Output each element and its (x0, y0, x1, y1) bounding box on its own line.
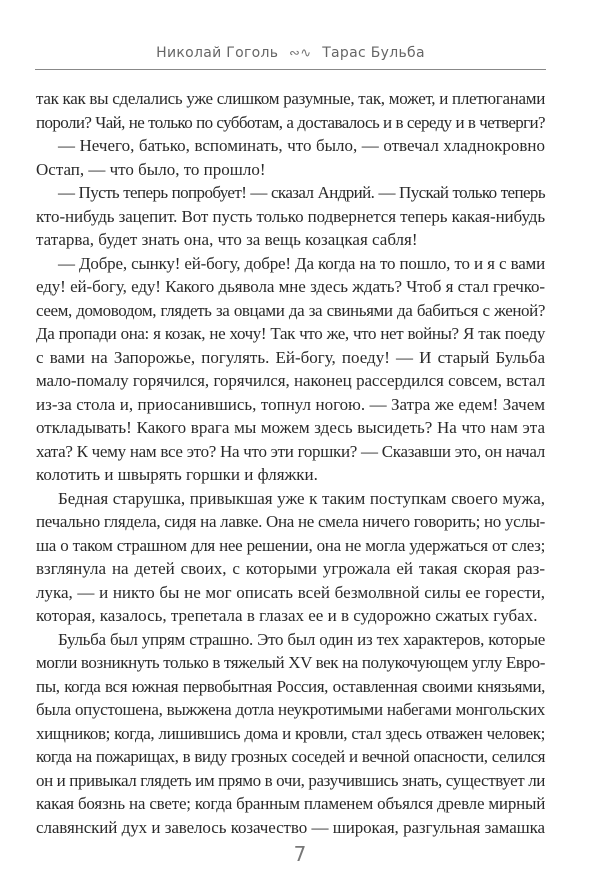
text-line: колотить и швырять горшки и фляжки. (36, 465, 318, 484)
text-line: с вами на Запорожье, погулять. Ей-богу, поеду! — И старый Бульба (36, 347, 545, 367)
text-line: была опустошена, выжжена дотла неукротимыми набегами монгольских (36, 700, 545, 719)
text-line: печально глядела, сидя на лавке. Она не смела ничего говорить; но услы- (36, 512, 546, 531)
text-line: мало-помалу горячился, горячился, наконец рассердился совсем, встал (36, 371, 545, 390)
text-line: взглянула на детей своих, с которыми угрожала ей такая скорая раз- (36, 559, 545, 578)
text-line: хата? К чему нам все это? На что эти горшки? — Сказавши это, он начал (36, 441, 545, 461)
page-body-text (36, 87, 545, 839)
text-line: лука, — и никто бы не мог описать всей безмолвной силы ее горести, (36, 582, 545, 602)
text-line: сеем, домоводом, глядеть за овцами да за свиньями да бабиться с женой? (36, 300, 545, 320)
text-line: еду! ей-богу, еду! Какого дьявола мне здесь ждать? Чтоб я стал гречко- (36, 277, 545, 296)
text-line: когда на пожарищах, в виду грозных соседей и вечной опасности, селился (36, 747, 545, 766)
text-line: — Пусть теперь попробует! — сказал Андрий. — Пускай только теперь (58, 183, 545, 202)
text-line: могли возникнуть только в тяжелый XV век на полукочующем углу Евро- (36, 653, 545, 672)
text-line: которая, казалось, трепетала в глазах ее и в судорожно сжатых губах. (36, 606, 538, 625)
ornament-icon: ∾∿ (289, 46, 312, 61)
text-line: так как вы сделались уже слишком разумные, так, может, и плетюганами (36, 89, 545, 108)
text-line: татарва, будет знать она, что за вещь козацкая сабля! (36, 230, 418, 249)
running-header (35, 45, 546, 61)
text-line: он и привыкал глядеть им прямо в очи, разучившись знать, существует ли (36, 770, 545, 790)
text-line: славянский дух и завелось козачество — широкая, разгульная замашка (36, 817, 545, 837)
header-rule (35, 69, 546, 70)
header-author: Николай Гоголь (156, 45, 279, 61)
text-line: пы, когда вся южная первобытная Россия, оставленная своими князьями, (36, 676, 545, 696)
text-line: какая боязнь на свете; когда бранным пламенем объялся древле мирный (36, 794, 546, 813)
text-line: хищников; когда, лишившись дома и кровли, стал здесь отважен человек; (36, 723, 545, 743)
page-number: 7 (293, 842, 307, 866)
text-line: Бедная старушка, привыкшая уже к таким поступкам своего мужа, (58, 488, 545, 508)
text-line: пороли? Чай, не только по субботам, а доставалось и в середу и в четверги? (36, 112, 545, 132)
text-line: Да пропади она: я козак, не хочу! Так что же, что нет войны? Я так поеду (36, 324, 545, 343)
text-line: Остап, — что было, то прошло! (36, 159, 266, 179)
text-line: — Добре, сынку! ей-богу, добре! Да когда на то пошло, то и я с вами (58, 253, 545, 273)
text-line: откладывать! Какого врага мы можем здесь высидеть? На что нам эта (36, 418, 545, 437)
header-title: Тарас Бульба (322, 45, 425, 61)
text-line: кто-нибудь зацепит. Вот пусть только подвернется теперь какая-нибудь (36, 206, 545, 226)
text-line: Бульба был упрям страшно. Это был один из тех характеров, которые (58, 629, 545, 649)
text-line: — Нечего, батько, вспоминать, что было, — отвечал хладнокровно (58, 136, 545, 155)
text-line: из-за стола и, приосанившись, топнул ногою. — Затра же едем! Зачем (36, 394, 545, 414)
text-line: ша о таком страшном для нее решении, она не могла удержаться от слез; (36, 535, 545, 555)
